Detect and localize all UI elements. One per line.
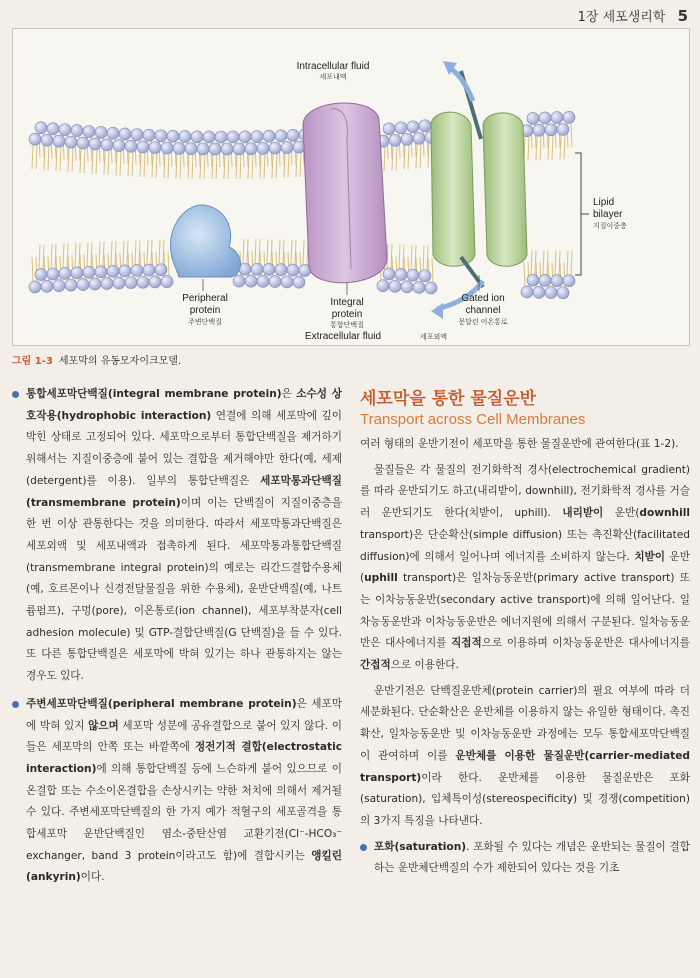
integral-protein-paragraph xyxy=(12,384,342,688)
lipid-head xyxy=(95,266,107,278)
lipid-head xyxy=(113,140,125,152)
lipid-tail xyxy=(384,146,385,171)
integral-label-ko: 통합단백질 xyxy=(330,322,364,329)
lipid-head xyxy=(419,120,431,132)
lipid-head xyxy=(395,269,407,281)
lipid-tail xyxy=(216,154,217,179)
intro-paragraph: 여러 형태의 운반기전이 세포막을 통한 물질운반에 관여한다(표 1-2). xyxy=(360,438,679,450)
lipid-tail xyxy=(524,262,525,287)
figure-caption xyxy=(12,352,181,367)
gated-ion-channel xyxy=(431,71,527,287)
intracellular-label-ko: 세포내액 xyxy=(319,74,347,81)
lipid-tail xyxy=(399,245,400,270)
lipid-head xyxy=(131,129,143,141)
text: 물질들은 각 물질의 전기화학적 경사(electrochemical gradient)를 따라 운반되기도 하고(내리받이, downhill), 전기화학적 경사를 거슬러 운반되기도 한다(치받이, uphill). xyxy=(360,463,690,520)
lipid-head xyxy=(245,143,257,155)
lipid-head xyxy=(257,142,269,154)
integral-label-1: Integral xyxy=(330,297,364,308)
lipid-head xyxy=(293,276,305,288)
lipid-head xyxy=(53,280,65,292)
lipid-tail xyxy=(271,239,272,264)
lipid-head xyxy=(539,112,551,124)
lipid-head xyxy=(389,280,401,292)
lipid-tail xyxy=(99,242,100,267)
lipid-head xyxy=(29,133,41,145)
lipid-tail xyxy=(531,250,532,275)
lipid-head xyxy=(269,276,281,288)
lipid-head xyxy=(227,131,239,143)
lipid-head xyxy=(119,128,131,140)
lipid-head xyxy=(275,130,287,142)
lipid-tail xyxy=(415,245,416,270)
lipid-head xyxy=(41,280,53,292)
lipid-tail xyxy=(408,144,409,169)
lipid-head xyxy=(413,132,425,144)
lipid-tail xyxy=(427,246,428,271)
lipid-head xyxy=(275,264,287,276)
lipid-tail xyxy=(247,239,248,264)
lipid-head xyxy=(521,286,533,298)
extracellular-label-ko: 세포외액 xyxy=(420,334,448,341)
text: 으로 이용하며 이차능동운반은 대사에너지를 xyxy=(481,637,690,650)
lipid-head xyxy=(137,276,149,288)
lipid-head xyxy=(191,131,203,143)
lipid-head xyxy=(281,142,293,154)
lipid-head xyxy=(71,267,83,279)
lipid-tail xyxy=(264,153,265,178)
gated-channel-label-1: Gated ion xyxy=(461,293,505,304)
lipid-head xyxy=(407,269,419,281)
lipid-tail xyxy=(168,252,169,277)
lipid-tail xyxy=(411,245,412,270)
emphasis-not: 않으며 xyxy=(88,719,119,732)
lipid-head xyxy=(149,142,161,154)
lipid-head xyxy=(239,131,251,143)
bilayer-bracket xyxy=(575,153,589,275)
lipid-head xyxy=(83,266,95,278)
lipid-head xyxy=(551,112,563,124)
lipid-head xyxy=(125,277,137,289)
peripheral-protein-paragraph xyxy=(12,694,342,889)
lipid-head xyxy=(197,143,209,155)
lipid-bilayer-label-1: Lipid xyxy=(593,197,615,208)
lipid-head xyxy=(107,265,119,277)
lipid-tail xyxy=(96,149,97,174)
figure-number: 그림 1-3 xyxy=(12,356,53,367)
lipid-tail xyxy=(303,240,304,265)
lipid-tail xyxy=(132,151,133,176)
lipid-tail xyxy=(159,240,160,265)
lipid-head xyxy=(377,280,389,292)
lipid-head xyxy=(419,270,431,282)
lipid-head xyxy=(557,123,569,135)
term-ankyrin: 앵킬린(ankyrin) xyxy=(26,849,342,884)
lipid-head xyxy=(113,277,125,289)
lipid-head xyxy=(203,131,215,143)
term-electrostatic: 정전기적 결합(electrostatic interaction) xyxy=(26,741,342,775)
lipid-head xyxy=(65,136,77,148)
lipid-tail xyxy=(43,245,44,270)
lipid-head xyxy=(59,267,71,279)
lipid-tail xyxy=(547,250,548,275)
lipid-tail xyxy=(240,154,241,179)
lipid-tail xyxy=(91,242,92,267)
lipid-head xyxy=(389,134,401,146)
fluid-mosaic-diagram xyxy=(13,29,691,347)
lipid-head xyxy=(425,282,437,294)
lipid-tail xyxy=(55,244,56,269)
text: 운반기전은 단백질운반체(protein carrier)의 필요 여부에 따라 더 세분화된다. 단순확산은 운반체를 이용하지 않는 유일한 형태이다. 촉진확산, 일차능동운반 및 이차능동운반 과정에는 모두 통합세포막단백질이 관여하며 이를 xyxy=(360,684,690,762)
lipid-tail xyxy=(120,151,121,176)
lipid-head xyxy=(65,279,77,291)
text: transport)은 일차능동운반(primary active transport) 또는 이차능동운반(secondary active transport)에 의해 일어난다. 일차능동운반과 이차능동운반은 에너지원에 의해서 구분된다. 일차능동운반은 대사에너지를 xyxy=(360,572,690,650)
text: 으로 이용한다. xyxy=(390,659,459,672)
lipid-head xyxy=(545,287,557,299)
section-title-ko: 세포막을 통한 물질운반 xyxy=(360,389,537,409)
lipid-head xyxy=(527,112,539,124)
lipid-head xyxy=(215,131,227,143)
lipid-tail xyxy=(79,243,80,268)
lipid-tail xyxy=(111,241,112,266)
lipid-head xyxy=(407,121,419,133)
text: 은 세포막에 박혀 있지 xyxy=(26,697,342,732)
peripheral-label-2: protein xyxy=(189,305,221,316)
text: 운반( xyxy=(603,507,640,520)
emphasis-direct: 직접적 xyxy=(451,637,482,650)
lipid-head xyxy=(161,276,173,288)
lipid-head xyxy=(149,276,161,288)
lipid-head xyxy=(41,134,53,146)
lipid-tail xyxy=(540,135,541,160)
lipid-head xyxy=(401,133,413,145)
lipid-tail xyxy=(228,154,229,179)
lipid-tail xyxy=(168,153,169,178)
lipid-head xyxy=(47,123,59,135)
carrier-paragraph xyxy=(360,681,690,833)
integral-label-2: protein xyxy=(331,309,363,320)
term-integral: 통합세포막단백질(integral membrane protein) xyxy=(26,388,282,400)
lipid-tail xyxy=(72,147,73,172)
lipid-head xyxy=(251,263,263,275)
lipid-tail xyxy=(144,152,145,177)
lipid-tail xyxy=(103,242,104,267)
lipid-tail xyxy=(108,150,109,175)
text: 에 의해 통합단백질 등에 느슨하게 붙어 있으므로 이온결합 또는 수소이온결합을 손상시키는 약한 처치에 의해서 제거될 수 있다. 주변세포막단백질의 한 가지 예가 적혈구의 세포골격을 통합세포막 운반단백질인 염소-중탄산염 교환기전(Cl⁻-HCO₃⁻ exchanger, band 3 protein이라고도 함)에 결합시키는 xyxy=(26,762,342,862)
peripheral-label-ko: 주변단백질 xyxy=(188,319,222,326)
left-column xyxy=(12,384,342,895)
lipid-head xyxy=(221,143,233,155)
term-saturation: 포화(saturation) xyxy=(374,840,467,853)
lipid-head xyxy=(563,275,575,287)
lipid-head xyxy=(413,281,425,293)
bullet-icon xyxy=(12,391,19,398)
lipid-tail xyxy=(571,251,572,276)
lipid-head xyxy=(179,131,191,143)
lipid-head xyxy=(59,124,71,136)
term-peripheral: 주변세포막단백질(peripheral membrane protein) xyxy=(26,697,297,710)
gated-channel-label-ko: 문달린 이온통로 xyxy=(458,319,508,326)
text: 연결에 의해 세포막에 깊이 박힌 상태로 고정되어 있다. 세포막으로부터 통합단백질을 제거하기 위해서는 지질이중층에 붙어 있는 결합을 제거해야만 한다(예, 세제(detergent)를 이용). 일부의 통합단백질은 xyxy=(26,409,342,487)
lipid-tail xyxy=(151,240,152,265)
text: 이며 이는 단백질이 지질이중층을 한 번 이상 관통한다는 것을 의미한다. 따라서 세포막통과단백질은 세포외액 및 세포내액과 접촉하게 된다. 세포막통과통합단백질(transmembrane integral protein)의 예로는 리간드결합수용체(예, 호르몬이나 신경전달물질을 위한 수용체), 운반단백질(예, 나트륨펌프), 구멍(pore), 이온통로(ion channel), 세포부착분자(cell adhesion molecule) 및 GTP-결합단백질(G 단백질)을 들 수 있다. 또 다른 통합단백질은 세포막에 박혀 있기는 하나 관통하지는 않는 경우도 있다. xyxy=(26,496,343,683)
running-head xyxy=(578,6,688,25)
lipid-tail xyxy=(528,136,529,161)
section-title-en: Transport across Cell Membranes xyxy=(360,411,586,428)
lipid-tail xyxy=(39,245,40,270)
lipid-head xyxy=(131,264,143,276)
right-column xyxy=(360,384,690,886)
lipid-head xyxy=(89,278,101,290)
lipid-head xyxy=(557,287,569,299)
lipid-tail xyxy=(60,146,61,171)
lipid-head xyxy=(545,124,557,136)
lipid-tail xyxy=(543,250,544,275)
membrane-figure xyxy=(12,28,690,346)
lipid-head xyxy=(533,286,545,298)
lipid-head xyxy=(95,126,107,138)
lipid-tail xyxy=(571,122,572,147)
lipid-tail xyxy=(420,143,421,168)
lipid-head xyxy=(287,129,299,141)
lipid-tail xyxy=(259,239,260,264)
lipid-head xyxy=(143,264,155,276)
peripheral-protein xyxy=(170,205,240,277)
lipid-head xyxy=(185,143,197,155)
lipid-head xyxy=(383,268,395,280)
lipid-head xyxy=(233,275,245,287)
lipid-head xyxy=(77,137,89,149)
intracellular-label: Intracellular fluid xyxy=(296,61,370,72)
lipid-tail xyxy=(204,154,205,179)
lipid-head xyxy=(125,140,137,152)
lipid-head xyxy=(245,275,257,287)
lipid-tail xyxy=(252,154,253,179)
lipid-head xyxy=(155,264,167,276)
lipid-head xyxy=(281,276,293,288)
lipid-head xyxy=(47,268,59,280)
page-number: 5 xyxy=(677,7,688,25)
lipid-head xyxy=(269,142,281,154)
lipid-tail xyxy=(267,239,268,264)
lipid-head xyxy=(35,269,47,281)
peripheral-label-1: Peripheral xyxy=(182,293,228,304)
lipid-tail xyxy=(295,240,296,265)
saturation-paragraph xyxy=(360,837,690,880)
lipid-head xyxy=(101,278,113,290)
lipid-tail xyxy=(567,251,568,276)
term-downhill-ko: 내리받이 xyxy=(562,507,604,520)
lipid-head xyxy=(383,123,395,135)
lipid-tail xyxy=(276,153,277,178)
lipid-tail xyxy=(288,153,289,178)
term-uphill-ko: 치받이 xyxy=(634,550,666,563)
lipid-head xyxy=(287,264,299,276)
lipid-tail xyxy=(391,244,392,269)
lipid-head xyxy=(53,135,65,147)
lipid-tail xyxy=(535,250,536,275)
lipid-head xyxy=(257,275,269,287)
lipid-tail xyxy=(255,239,256,264)
text: . 포화될 수 있다는 개념은 운반되는 물질이 결합하는 운반체단백질의 수가 제한되어 있다는 것을 기초 xyxy=(374,840,690,875)
figure-caption-text: 세포막의 유동모자이크모델. xyxy=(58,356,182,367)
lipid-tail xyxy=(559,251,560,276)
gradient-paragraph xyxy=(360,460,690,677)
lipid-head xyxy=(167,130,179,142)
lipid-head xyxy=(71,125,83,137)
text: 세포막 성분에 공유결합으로 붙어 있지 않다. 이들은 세포막의 안쪽 또는 바깥쪽에 xyxy=(26,719,342,754)
lipid-head xyxy=(35,122,47,134)
lipid-tail xyxy=(396,145,397,170)
lipid-head xyxy=(89,138,101,150)
lipid-head xyxy=(563,111,575,123)
lipid-head xyxy=(77,279,89,291)
text: 은 xyxy=(281,388,297,400)
lipid-head xyxy=(209,143,221,155)
term-downhill: downhill xyxy=(639,507,690,520)
lipid-tail xyxy=(192,154,193,179)
lipid-tail xyxy=(51,244,52,269)
lipid-head xyxy=(83,125,95,137)
bullet-icon xyxy=(12,701,19,708)
lipid-tail xyxy=(300,152,301,177)
lipid-tail xyxy=(564,134,565,159)
lipid-tail xyxy=(432,258,433,283)
lipid-tail xyxy=(147,240,148,265)
emphasis-indirect: 간접적 xyxy=(360,659,391,672)
lipid-head xyxy=(137,141,149,153)
lipid-head xyxy=(29,281,41,293)
lipid-head xyxy=(251,131,263,143)
lipid-bilayer-label-ko: 지질이중층 xyxy=(593,223,627,230)
lipid-tail xyxy=(36,144,37,169)
lipid-tail xyxy=(552,135,553,160)
lipid-head xyxy=(107,127,119,139)
lipid-tail xyxy=(123,241,124,266)
lipid-head xyxy=(551,275,563,287)
lipid-head xyxy=(395,122,407,134)
lipid-tail xyxy=(291,240,292,265)
lipid-tail xyxy=(163,240,164,265)
lipid-tail xyxy=(279,240,280,265)
lipid-tail xyxy=(180,153,181,178)
lipid-tail xyxy=(403,245,404,270)
lipid-tail xyxy=(135,240,136,265)
lipid-head xyxy=(401,281,413,293)
term-transmembrane: 세포막통과단백질(transmembrane protein) xyxy=(26,474,342,509)
lipid-tail xyxy=(156,153,157,178)
lipid-head xyxy=(161,142,173,154)
lipid-tail xyxy=(283,240,284,265)
lipid-head xyxy=(143,129,155,141)
lipid-head xyxy=(173,142,185,154)
lipid-tail xyxy=(67,243,68,268)
lipid-head xyxy=(539,274,551,286)
term-uphill: uphill xyxy=(364,572,398,585)
lipid-tail xyxy=(32,257,33,282)
lipid-head xyxy=(155,130,167,142)
lipid-tail xyxy=(115,241,116,266)
term-carrier-mediated: 운반체를 이용한 물질운반(carrier-mediated transport) xyxy=(360,749,690,784)
text: 운반( xyxy=(360,550,690,585)
lipid-head xyxy=(119,265,131,277)
lipid-head xyxy=(263,263,275,275)
lipid-head xyxy=(527,274,539,286)
lipid-head xyxy=(101,139,113,151)
text: 이라 한다. 운반체를 이용한 물질운반은 포화(saturation), 입체특이성(stereospecificity) 및 경쟁(competition)의 3가지 특징을 나타낸다. xyxy=(360,771,690,827)
lipid-tail xyxy=(127,241,128,266)
lipid-tail xyxy=(84,148,85,173)
integral-protein xyxy=(303,103,387,283)
lipid-tail xyxy=(32,144,33,169)
gated-channel-label-2: channel xyxy=(465,305,501,316)
lipid-tail xyxy=(63,243,64,268)
lipid-tail xyxy=(139,240,140,265)
chapter-label: 1장 세포생리학 xyxy=(577,10,666,25)
text: transport)은 단순확산(simple diffusion) 또는 촉진확산(facilitated diffusion)에 의해서 일어나며 에너지를 소비하지 않는다. xyxy=(360,528,690,563)
lipid-tail xyxy=(48,145,49,170)
bullet-icon xyxy=(360,844,367,851)
text: 이다. xyxy=(80,871,105,884)
lipid-tail xyxy=(75,243,76,268)
lipid-head xyxy=(293,141,305,153)
lipid-head xyxy=(533,124,545,136)
lipid-tail xyxy=(555,251,556,276)
lipid-tail xyxy=(423,246,424,271)
lipid-bilayer-label-2: bilayer xyxy=(593,209,623,220)
lipid-tail xyxy=(87,242,88,267)
lipid-head xyxy=(233,143,245,155)
lipid-head xyxy=(263,130,275,142)
term-hydrophobic: 소수성 상호작용(hydrophobic interaction) xyxy=(26,388,342,422)
lipid-tail xyxy=(243,239,244,264)
extracellular-label: Extracellular fluid xyxy=(304,331,382,342)
